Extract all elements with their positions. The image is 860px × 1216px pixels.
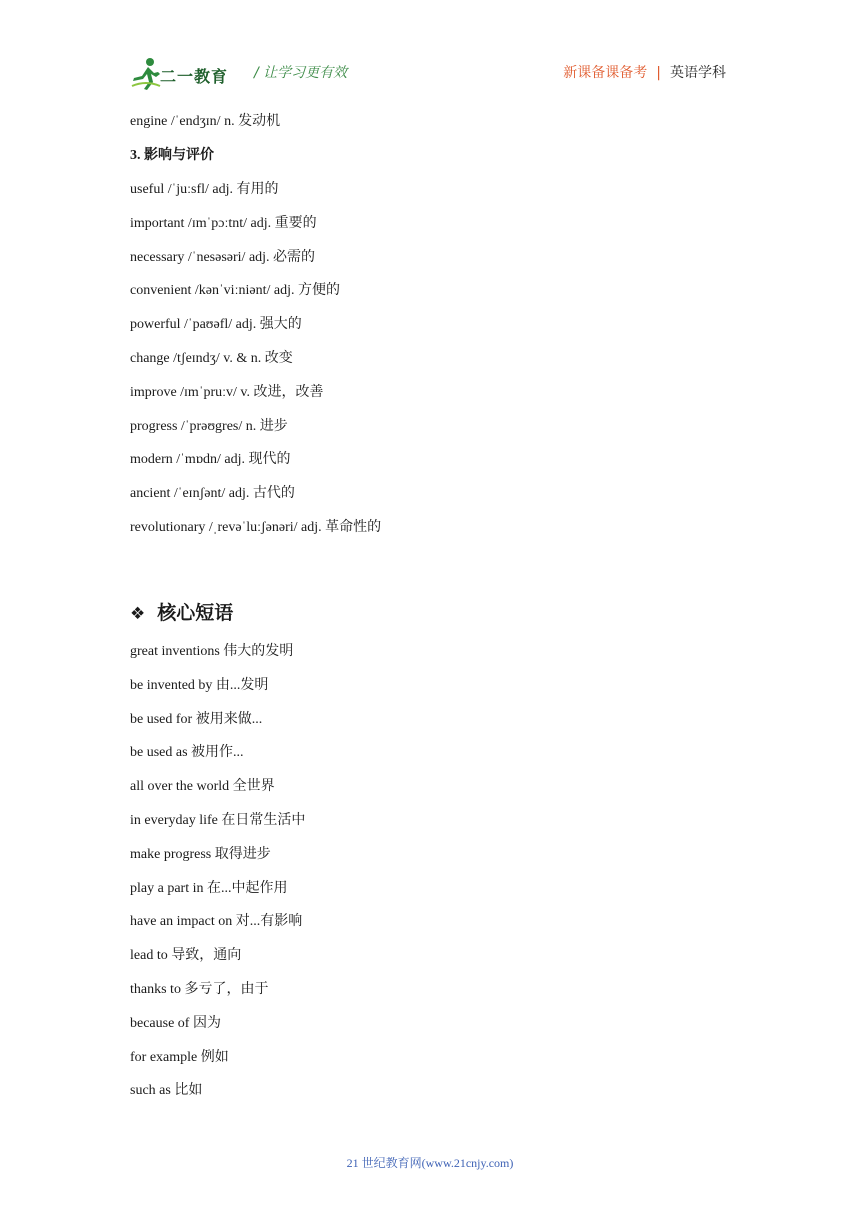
phrases-heading-text: 核心短语: [157, 602, 234, 624]
footer-link[interactable]: 21 世纪教育网(www.21cnjy.com): [346, 1156, 514, 1170]
page-header: [130, 52, 730, 96]
vocab-item: modern /ˈmɒdn/ adj. 现代的: [130, 452, 291, 467]
phrase-item: because of 因为: [130, 1016, 221, 1031]
phrase-item: be invented by 由...发明: [130, 678, 269, 693]
vocab-item: change /tʃeɪndʒ/ v. & n. 改变: [130, 351, 293, 366]
phrase-item: thanks to 多亏了，由于: [130, 982, 269, 997]
subject-label: 英语学科: [670, 65, 726, 81]
phrases-heading: [130, 598, 233, 625]
runner-logo-icon: [130, 56, 162, 92]
course-label: 新课备课备考: [563, 65, 648, 81]
vocab-item: revolutionary /ˌrevəˈluːʃənəri/ adj. 革命性的: [130, 520, 382, 535]
logo-text: 二一教育: [160, 67, 229, 86]
phrase-item: have an impact on 对...有影响: [130, 914, 303, 929]
phrase-item: for example 例如: [130, 1050, 229, 1065]
header-right: [563, 62, 726, 82]
vocab-item: useful /ˈjuːsfl/ adj. 有用的: [130, 182, 279, 197]
section-3-title: 3. 影响与评价: [130, 148, 214, 163]
vocab-item: progress /ˈprəʊgres/ n. 进步: [130, 419, 288, 434]
phrase-item: all over the world 全世界: [130, 779, 275, 794]
phrase-item: make progress 取得进步: [130, 847, 271, 862]
vocab-item: improve /ɪmˈpruːv/ v. 改进，改善: [130, 385, 324, 400]
phrase-item: in everyday life 在日常生活中: [130, 813, 306, 828]
phrase-item: be used for 被用来做...: [130, 712, 263, 727]
phrase-item: play a part in 在...中起作用: [130, 881, 288, 896]
logo: [130, 56, 242, 92]
vocab-item: engine /ˈendʒɪn/ n. 发动机: [130, 114, 281, 129]
slogan: / 让学习更有效: [254, 65, 348, 81]
vocab-item: powerful /ˈpaʊəfl/ adj. 强大的: [130, 317, 302, 332]
vocab-item: convenient /kənˈviːniənt/ adj. 方便的: [130, 283, 340, 298]
diamond-bullet-icon: ❖: [130, 604, 146, 624]
vocab-item: ancient /ˈeɪnʃənt/ adj. 古代的: [130, 486, 295, 501]
phrase-item: lead to 导致，通向: [130, 948, 242, 963]
vocab-item: necessary /ˈnesəsəri/ adj. 必需的: [130, 250, 316, 265]
phrase-item: be used as 被用作...: [130, 745, 244, 760]
phrase-item: great inventions 伟大的发明: [130, 644, 294, 659]
header-separator: |: [656, 65, 661, 81]
phrase-item: such as 比如: [130, 1083, 203, 1098]
vocab-item: important /ɪmˈpɔːtnt/ adj. 重要的: [130, 216, 317, 231]
